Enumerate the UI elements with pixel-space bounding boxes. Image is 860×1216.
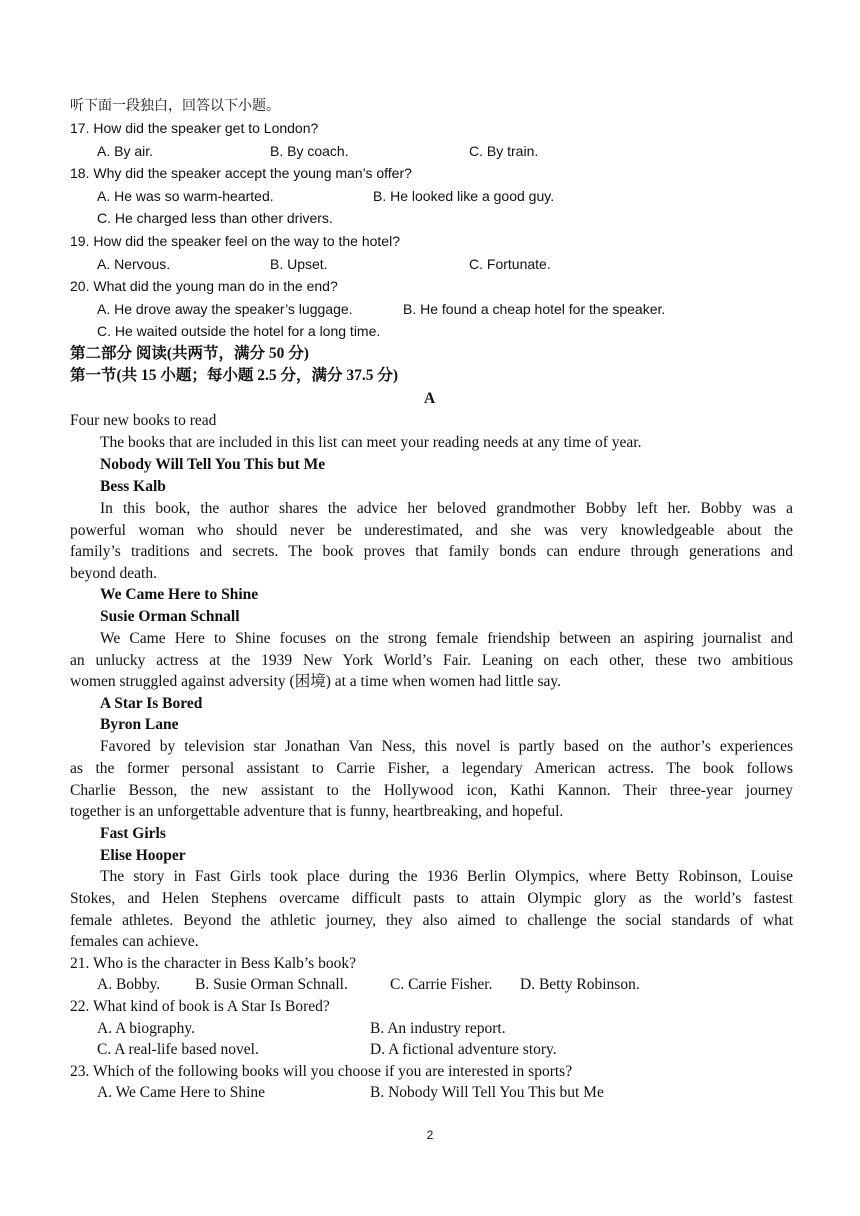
passage-intro: The books that are included in this list can meet your reading needs at any time of year. [100,434,642,451]
option: A. We Came Here to Shine [97,1084,266,1101]
book-description-line: We Came Here to Shine focuses on the strong female friendship between an aspiring journalist and [100,630,793,647]
section-title: 第一节(共 15 小题；每小题 2.5 分，满分 37.5 分) [70,367,399,384]
book-description-line: women struggled against adversity (困境) at a time when women had little say. [70,673,561,690]
book-author: Elise Hooper [100,847,186,864]
book-title: A Star Is Bored [100,695,203,712]
book-description-line: In this book, the author shares the advice her beloved grandmother Bobby left her. Bobby was a [100,500,793,517]
option: A. He was so warm-hearted. [97,188,274,204]
option: C. By train. [469,143,539,159]
question-22-stem: 22. What kind of book is A Star Is Bored? [70,998,330,1015]
passage-letter: A [424,390,436,407]
option: D. A fictional adventure story. [370,1041,557,1058]
book-author: Bess Kalb [100,478,166,495]
option: A. Nervous. [97,256,171,272]
book-author: Susie Orman Schnall [100,608,240,625]
book-description-line: together is an unforgettable adventure that is funny, heartbreaking, and hopeful. [70,803,564,820]
book-title: Fast Girls [100,825,166,842]
book-description-line: powerful woman who should never be underestimated, and she was very knowledgeable about the [70,522,793,539]
book-description-line: Stokes, and Helen Stephens overcame difficult pasts to attain Olympic glory as the world’s fastest [70,890,793,907]
option: B. An industry report. [370,1020,506,1037]
option: C. He waited outside the hotel for a long time. [97,323,381,339]
question-19-stem: 19. How did the speaker feel on the way to the hotel? [70,233,400,249]
question-20-stem: 20. What did the young man do in the end? [70,278,338,294]
passage-title: Four new books to read [70,412,217,429]
option: C. Carrie Fisher. [390,976,493,993]
book-title: Nobody Will Tell You This but Me [100,456,326,473]
book-description-line: females can achieve. [70,933,199,950]
option: B. Nobody Will Tell You This but Me [370,1084,604,1101]
option: B. By coach. [270,143,349,159]
book-description-line: beyond death. [70,565,157,582]
book-description-line: female athletes. Beyond the athletic journey, they also aimed to challenge the social standards of what [70,912,793,929]
book-description-line: The story in Fast Girls took place during the 1936 Berlin Olympics, where Betty Robinson, Louise [100,868,793,885]
option: A. By air. [97,143,154,159]
question-17-stem: 17. How did the speaker get to London? [70,120,319,136]
part-title: 第二部分 阅读(共两节，满分 50 分) [70,345,309,362]
option: A. A biography. [97,1020,196,1037]
book-description-line: Favored by television star Jonathan Van Ness, this novel is partly based on the author’s experiences [100,738,793,755]
option: C. He charged less than other drivers. [97,210,333,226]
option: D. Betty Robinson. [520,976,640,993]
page-number: 2 [426,1128,434,1142]
book-description-line: family’s traditions and secrets. The book proves that family bonds can endure through generations and [70,543,793,560]
book-description-line: Charlie Besson, the new assistant to the Hollywood icon, Kathi Kannon. Their three-year journey [70,782,793,799]
option: B. He looked like a good guy. [373,188,555,204]
book-title: We Came Here to Shine [100,586,259,603]
option: A. He drove away the speaker’s luggage. [97,301,353,317]
question-21-stem: 21. Who is the character in Bess Kalb’s book? [70,955,356,972]
option: C. A real-life based novel. [97,1041,259,1058]
option: B. He found a cheap hotel for the speaker. [403,301,666,317]
question-18-stem: 18. Why did the speaker accept the young man’s offer? [70,165,412,181]
listening-instruction: 听下面一段独白，回答以下小题。 [70,97,280,113]
option: A. Bobby. [97,976,161,993]
book-description-line: as the former personal assistant to Carrie Fisher, a legendary American actress. The book follows [70,760,793,777]
option: C. Fortunate. [469,256,551,272]
question-23-stem: 23. Which of the following books will you choose if you are interested in sports? [70,1063,573,1080]
option: B. Upset. [270,256,328,272]
book-author: Byron Lane [100,716,179,733]
option: B. Susie Orman Schnall. [195,976,348,993]
book-description-line: an unlucky actress at the 1939 New York World’s Fair. Leaning on each other, these two ambitious [70,652,793,669]
